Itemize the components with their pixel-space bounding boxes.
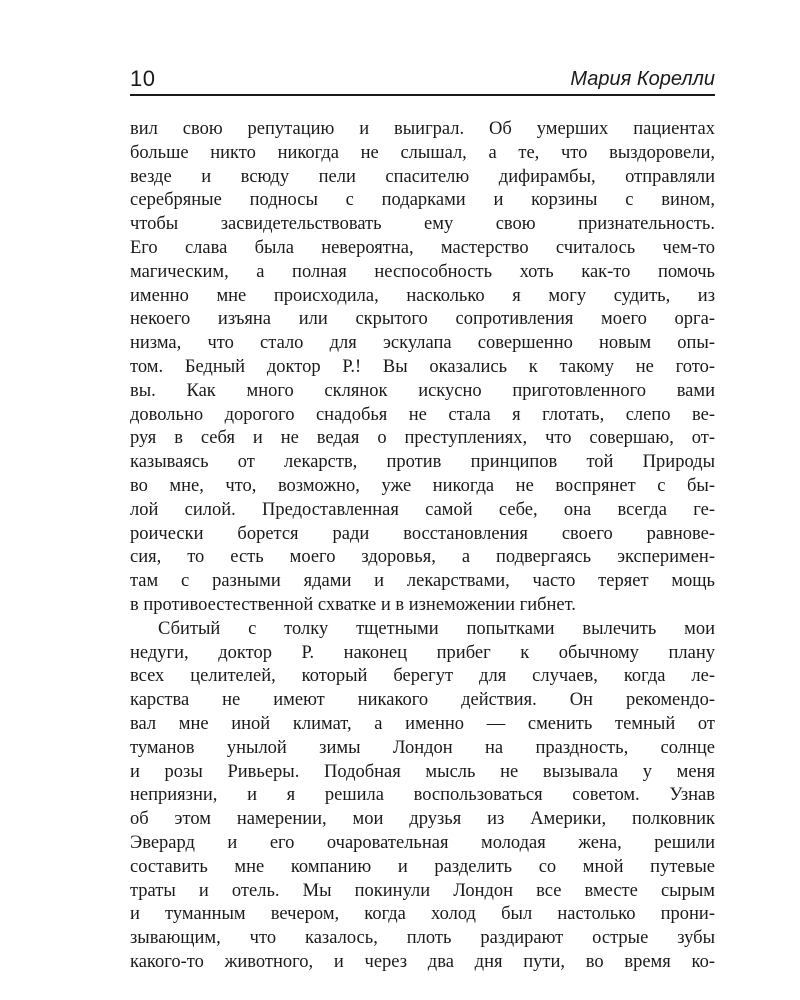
page-number: 10 (130, 66, 156, 91)
text-line: том. Бедный доктор Р.! Вы оказались к такому не гото- (130, 356, 715, 377)
text-line: составить мне компанию и разделить со мной путевые (130, 856, 715, 877)
text-line: вал мне иной климат, а именно — сменить темный от (130, 713, 715, 734)
text-line: и розы Ривьеры. Подобная мысль не вызывала у меня (130, 761, 715, 782)
text-line: недуги, доктор Р. наконец прибег к обычному плану (130, 642, 715, 663)
text-line: вы. Как много склянок искусно приготовленного вами (130, 380, 715, 401)
body-text (130, 118, 715, 975)
text-line: казываясь от лекарств, против принципов той Природы (130, 452, 715, 473)
text-line: некоего изъяна или скрытого сопротивления моего орга- (130, 309, 715, 330)
text-line: руя в себя и не ведая о преступлениях, что совершаю, от- (130, 428, 715, 449)
text-line: во мне, что, возможно, уже никогда не воспрянет с бы- (130, 475, 715, 496)
text-line: и туманным вечером, когда холод был настолько прони- (130, 904, 715, 925)
text-line: об этом намерении, мои друзья из Америки, полковник (130, 809, 715, 830)
text-line: магическим, а полная неспособность хоть как-то помочь (130, 261, 715, 282)
text-line: в противоестественной схватке и в изнеможении гибнет. (130, 594, 576, 615)
running-title: Мария Корелли (570, 68, 715, 90)
text-line: карства не имеют никакого действия. Он рекомендо- (130, 690, 715, 711)
text-line: довольно дорогого снадобья не стала я глотать, слепо ве- (130, 404, 715, 425)
text-line: неприязни, и я решила воспользоваться советом. Узнав (130, 785, 715, 806)
text-line: траты и отель. Мы покинули Лондон все вместе сырым (130, 880, 715, 901)
text-line: там с разными ядами и лекарствами, часто теряет мощь (130, 571, 715, 592)
text-line: зывающим, что казалось, плоть раздирают острые зубы (130, 928, 715, 949)
text-line: Его слава была невероятна, мастерство считалось чем-то (130, 237, 715, 258)
text-line: вил свою репутацию и выиграл. Об умерших пациентах (130, 119, 715, 139)
text-line: Эверард и его очаровательная молодая жена, решили (130, 832, 715, 853)
text-line: какого-то животного, и через два дня пути, во время ко- (130, 951, 715, 972)
text-line: серебряные подносы с подарками и корзины с вином, (130, 190, 715, 211)
paragraph (130, 118, 715, 618)
text-line: чтобы засвидетельствовать ему свою признательность. (130, 214, 715, 235)
text-line: низма, что стало для эскулапа совершенно новым опы- (130, 333, 715, 354)
text-line: везде и всюду пели спасителю дифирамбы, отправляли (130, 166, 715, 187)
text-line: лой силой. Предоставленная самой себе, она всегда ге- (130, 499, 715, 520)
book-page (130, 62, 715, 975)
text-line: больше никто никогда не слышал, а те, что выздоровели, (130, 142, 715, 163)
text-line: Сбитый с толку тщетными попытками вылечить мои (158, 618, 715, 639)
running-head (130, 62, 715, 96)
paragraph (130, 618, 715, 975)
text-line: именно мне происходила, насколько я могу судить, из (130, 285, 715, 306)
text-line: сия, то есть моего здоровья, а подвергаясь эксперимен- (130, 547, 715, 568)
text-line: туманов унылой зимы Лондон на праздность, солнце (130, 737, 715, 758)
text-line: роически борется ради восстановления своего равнове- (130, 523, 715, 544)
text-line: всех целителей, который берегут для случаев, когда ле- (130, 666, 715, 687)
